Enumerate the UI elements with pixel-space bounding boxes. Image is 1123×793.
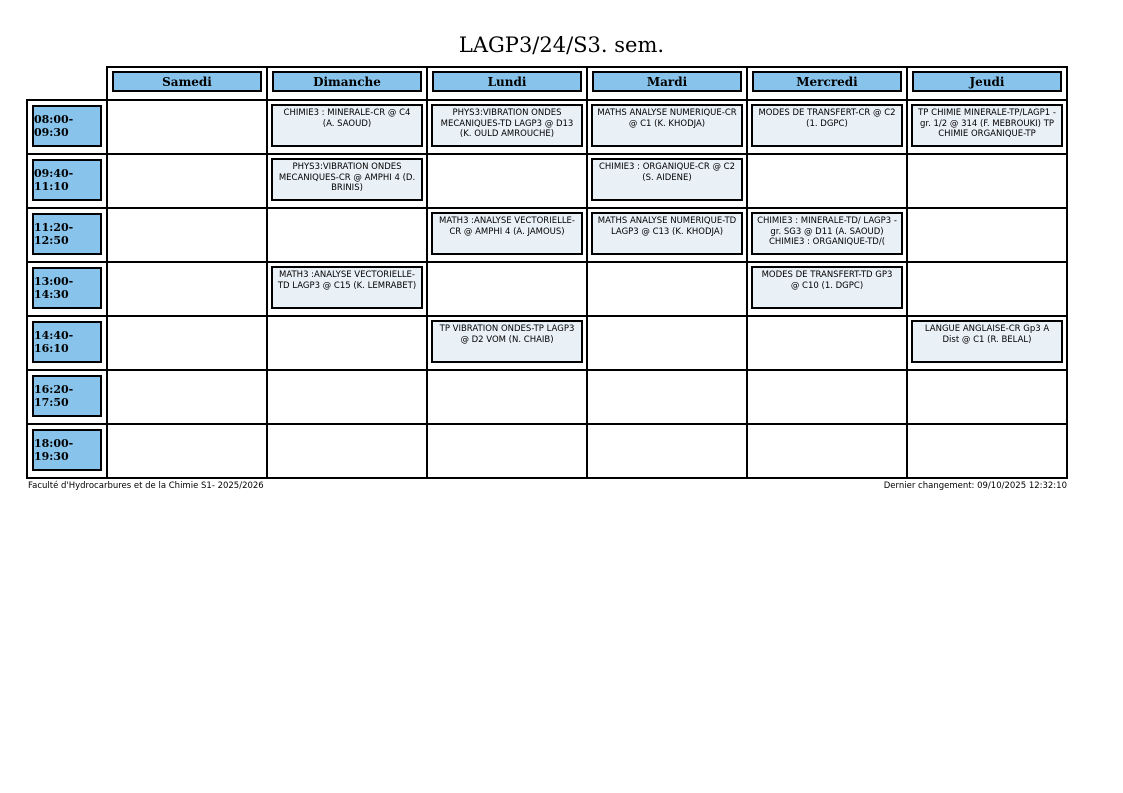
day-header-cell bbox=[747, 67, 907, 100]
course-block[interactable]: TP VIBRATION ONDES-TP LAGP3 @ D2 VOM (N. CHAIB) bbox=[431, 320, 583, 363]
time-slot-label: 08:00-09:30 bbox=[32, 105, 102, 147]
schedule-cell bbox=[907, 424, 1067, 478]
slot-row bbox=[27, 154, 1067, 208]
corner-cell bbox=[27, 67, 107, 100]
schedule-cell bbox=[747, 208, 907, 262]
course-block[interactable]: MATH3 :ANALYSE VECTORIELLE-CR @ AMPHI 4 (A. JAMOUS) bbox=[431, 212, 583, 255]
schedule-cell bbox=[747, 262, 907, 316]
schedule-cell bbox=[587, 370, 747, 424]
course-block[interactable]: MATHS ANALYSE NUMERIQUE-CR @ C1 (K. KHODJA) bbox=[591, 104, 743, 147]
course-block[interactable]: MODES DE TRANSFERT-CR @ C2 (1. DGPC) bbox=[751, 104, 903, 147]
schedule-cell bbox=[587, 262, 747, 316]
schedule-cell bbox=[907, 154, 1067, 208]
time-cell bbox=[27, 262, 107, 316]
schedule-cell bbox=[747, 316, 907, 370]
day-header-cell bbox=[587, 67, 747, 100]
time-cell bbox=[27, 370, 107, 424]
course-block[interactable]: MATH3 :ANALYSE VECTORIELLE-TD LAGP3 @ C15 (K. LEMRABET) bbox=[271, 266, 423, 309]
slot-row bbox=[27, 370, 1067, 424]
day-header-mercredi: Mercredi bbox=[752, 71, 902, 92]
schedule-cell bbox=[587, 424, 747, 478]
schedule-cell bbox=[587, 208, 747, 262]
schedule-cell bbox=[107, 262, 267, 316]
footer-last-change: Dernier changement: 09/10/2025 12:32:10 bbox=[883, 481, 1067, 491]
course-block[interactable]: CHIMIE3 : ORGANIQUE-CR @ C2 (S. AIDENE) bbox=[591, 158, 743, 201]
header-row bbox=[27, 67, 1067, 100]
slot-row bbox=[27, 316, 1067, 370]
course-block[interactable]: TP CHIMIE MINERALE-TP/LAGP1 - gr. 1/2 @ 314 (F. MEBROUKI) TP CHIMIE ORGANIQUE-TP bbox=[911, 104, 1063, 147]
schedule-cell bbox=[107, 424, 267, 478]
day-header-cell bbox=[427, 67, 587, 100]
time-slot-label: 14:40-16:10 bbox=[32, 321, 102, 363]
schedule-cell bbox=[267, 208, 427, 262]
schedule-cell bbox=[427, 262, 587, 316]
schedule-cell bbox=[907, 100, 1067, 154]
schedule-cell bbox=[267, 424, 427, 478]
time-slot-label: 16:20-17:50 bbox=[32, 375, 102, 417]
schedule-cell bbox=[107, 208, 267, 262]
time-slot-label: 11:20-12:50 bbox=[32, 213, 102, 255]
schedule-cell bbox=[747, 154, 907, 208]
time-cell bbox=[27, 154, 107, 208]
day-header-jeudi: Jeudi bbox=[912, 71, 1062, 92]
schedule-cell bbox=[107, 316, 267, 370]
schedule-cell bbox=[587, 154, 747, 208]
schedule-cell bbox=[267, 154, 427, 208]
schedule-cell bbox=[907, 370, 1067, 424]
day-header-cell bbox=[267, 67, 427, 100]
time-slot-label: 18:00-19:30 bbox=[32, 429, 102, 471]
schedule-cell bbox=[107, 100, 267, 154]
course-block[interactable]: PHYS3:VIBRATION ONDES MECANIQUES-CR @ AMPHI 4 (D. BRINIS) bbox=[271, 158, 423, 201]
time-slot-label: 13:00-14:30 bbox=[32, 267, 102, 309]
course-block[interactable]: CHIMIE3 : MINERALE-CR @ C4 (A. SAOUD) bbox=[271, 104, 423, 147]
time-cell bbox=[27, 100, 107, 154]
schedule-cell bbox=[427, 370, 587, 424]
course-block[interactable]: LANGUE ANGLAISE-CR Gp3 A Dist @ C1 (R. BELAL) bbox=[911, 320, 1063, 363]
page-title: LAGP3/24/S3. sem. bbox=[458, 33, 665, 57]
time-slot-label: 09:40-11:10 bbox=[32, 159, 102, 201]
schedule-cell bbox=[747, 100, 907, 154]
schedule-cell bbox=[587, 100, 747, 154]
schedule-cell bbox=[907, 262, 1067, 316]
slot-row bbox=[27, 262, 1067, 316]
schedule-cell bbox=[427, 208, 587, 262]
footer-faculty: Faculté d'Hydrocarbures et de la Chimie S1- 2025/2026 bbox=[28, 481, 264, 491]
schedule-cell bbox=[427, 100, 587, 154]
schedule-cell bbox=[587, 316, 747, 370]
schedule-cell bbox=[267, 100, 427, 154]
time-cell bbox=[27, 208, 107, 262]
timetable bbox=[26, 66, 1068, 479]
schedule-cell bbox=[267, 370, 427, 424]
course-block[interactable]: CHIMIE3 : MINERALE-TD/ LAGP3 - gr. SG3 @ D11 (A. SAOUD) CHIMIE3 : ORGANIQUE-TD/( bbox=[751, 212, 903, 255]
slot-row bbox=[27, 100, 1067, 154]
schedule-cell bbox=[427, 154, 587, 208]
schedule-cell bbox=[267, 262, 427, 316]
day-header-cell bbox=[907, 67, 1067, 100]
course-block[interactable]: PHYS3:VIBRATION ONDES MECANIQUES-TD LAGP3 @ D13 (K. OULD AMROUCHE) bbox=[431, 104, 583, 147]
day-header-lundi: Lundi bbox=[432, 71, 582, 92]
schedule-cell bbox=[107, 154, 267, 208]
schedule-cell bbox=[907, 316, 1067, 370]
day-header-mardi: Mardi bbox=[592, 71, 742, 92]
schedule-cell bbox=[107, 370, 267, 424]
slot-row bbox=[27, 424, 1067, 478]
schedule-cell bbox=[907, 208, 1067, 262]
day-header-cell bbox=[107, 67, 267, 100]
course-block[interactable]: MATHS ANALYSE NUMERIQUE-TD LAGP3 @ C13 (K. KHODJA) bbox=[591, 212, 743, 255]
schedule-cell bbox=[747, 370, 907, 424]
slot-row bbox=[27, 208, 1067, 262]
day-header-dimanche: Dimanche bbox=[272, 71, 422, 92]
time-cell bbox=[27, 316, 107, 370]
time-cell bbox=[27, 424, 107, 478]
schedule-cell bbox=[747, 424, 907, 478]
day-header-samedi: Samedi bbox=[112, 71, 262, 92]
schedule-cell bbox=[427, 424, 587, 478]
course-block[interactable]: MODES DE TRANSFERT-TD GP3 @ C10 (1. DGPC) bbox=[751, 266, 903, 309]
schedule-cell bbox=[427, 316, 587, 370]
schedule-cell bbox=[267, 316, 427, 370]
